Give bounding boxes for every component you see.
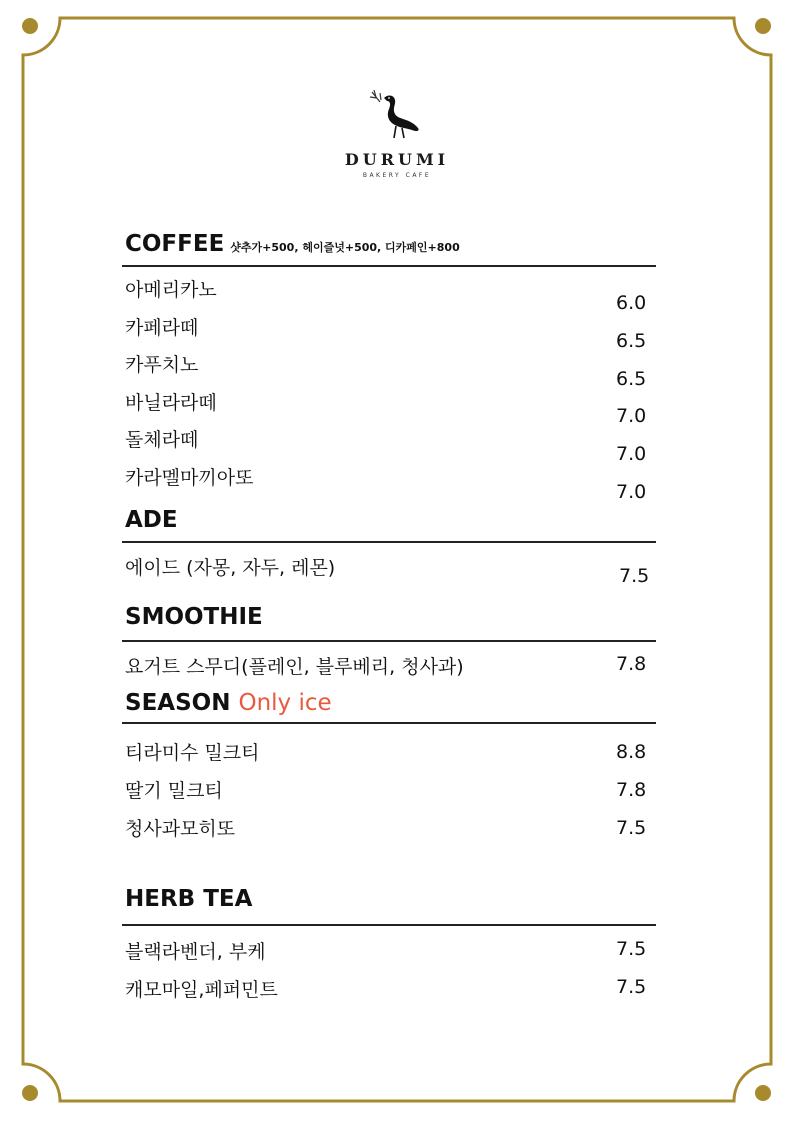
divider-coffee (122, 265, 656, 267)
corner-dot-bottom-right (755, 1085, 771, 1101)
menu-price: 7.5 (616, 817, 647, 839)
menu-price: 7.0 (616, 405, 647, 427)
section-title-ade: ADE (125, 507, 178, 533)
logo (340, 88, 454, 179)
menu-price: 7.5 (616, 938, 647, 960)
menu-price: 8.8 (616, 741, 647, 763)
brand-subtitle: BAKERY CAFE (362, 172, 432, 179)
corner-dot-top-left (22, 18, 38, 34)
coffee-note: 샷추가+500, 헤이즐넛+500, 디카페인+800 (230, 241, 460, 254)
menu-item: 카푸치노 (125, 354, 199, 376)
corner-dot-bottom-left (22, 1085, 38, 1101)
season-note: Only ice (238, 690, 332, 716)
menu-item: 딸기 밀크티 (125, 780, 223, 802)
menu-item: 에이드 (자몽, 자두, 레몬) (125, 557, 336, 579)
menu-item: 카페라떼 (125, 317, 199, 339)
season-title: SEASON (125, 690, 231, 716)
menu-price: 6.0 (616, 292, 647, 314)
menu-price: 6.5 (616, 330, 647, 352)
section-title-smoothie: SMOOTHIE (125, 604, 263, 630)
divider-herb-tea (122, 924, 656, 926)
section-title-herb-tea: HERB TEA (125, 886, 253, 912)
corner-dot-top-right (755, 18, 771, 34)
section-title-coffee (125, 231, 460, 257)
divider-ade (122, 541, 656, 543)
crane-icon (362, 88, 432, 144)
section-title-season (125, 690, 332, 716)
menu-item: 아메리카노 (125, 279, 217, 301)
menu-item: 블랙라벤더, 부케 (125, 941, 266, 963)
coffee-title: COFFEE (125, 231, 225, 257)
menu-item: 카라멜마끼아또 (125, 467, 254, 489)
divider-smoothie (122, 640, 656, 642)
menu-price: 7.5 (616, 976, 647, 998)
menu-item: 돌체라떼 (125, 429, 199, 451)
menu-price: 7.8 (616, 779, 647, 801)
menu-price: 7.5 (619, 565, 650, 587)
menu-price: 7.8 (616, 653, 647, 675)
menu-price: 6.5 (616, 368, 647, 390)
menu-price: 7.0 (616, 443, 647, 465)
menu-item: 요거트 스무디(플레인, 블루베리, 청사과) (125, 656, 464, 678)
brand-name: DURUMI (344, 150, 450, 169)
menu-price: 7.0 (616, 481, 647, 503)
menu-item: 캐모마일,페퍼민트 (125, 979, 278, 1001)
menu-item: 청사과모히또 (125, 818, 236, 840)
menu-item: 티라미수 밀크티 (125, 742, 260, 764)
menu-item: 바닐라라떼 (125, 392, 217, 414)
divider-season (122, 722, 656, 724)
